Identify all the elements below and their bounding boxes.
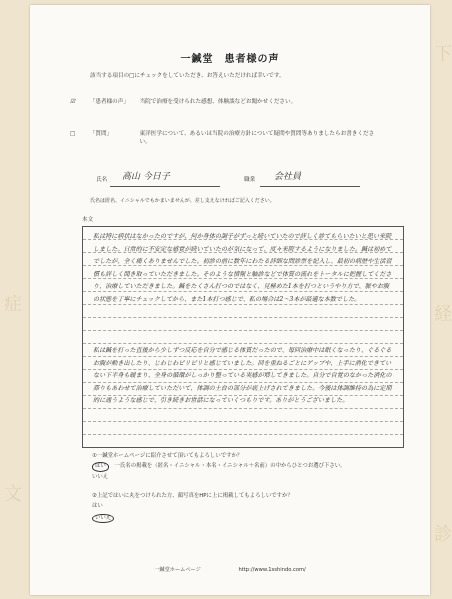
body-label: 本文 <box>82 217 94 223</box>
option-patient-voice-desc: 当院で治療を受けられた感想、体験談などお聞かせください。 <box>139 99 297 105</box>
name-field-line <box>110 186 220 187</box>
question-1 <box>92 453 346 481</box>
question-1-text: ①一鍼堂ホームページに紹介させて頂いてもよろしいですか？ <box>92 453 243 459</box>
ruled-line <box>83 317 403 318</box>
name-value[interactable]: 高山 今日子 <box>122 172 170 182</box>
name-label: 氏名 <box>96 177 108 183</box>
question-2-yes[interactable]: はい <box>92 503 103 510</box>
footer-url[interactable]: http://www.1sshindo.com/ <box>238 567 306 573</box>
question-1-yes-detail: 一氏名の掲載を（匿名・イニシャル・本名・イニシャル＋名前）の中からひとつお選び下さい。 <box>114 463 346 470</box>
testimonial-form <box>30 5 430 595</box>
ruled-line <box>83 408 403 409</box>
option-patient-voice-label: 「患者様の声」 <box>89 99 129 105</box>
ruled-line <box>83 330 403 331</box>
option-question-label: 「質問」 <box>89 131 113 137</box>
job-label: 職業 <box>244 177 256 183</box>
footer <box>30 567 430 574</box>
background-pattern: 症 文 下 経 診 <box>4 44 452 545</box>
question-1-yes[interactable]: はい <box>92 462 109 471</box>
option-question[interactable] <box>70 131 380 146</box>
body-paragraph-1: 私は特に病状はなかったのですが、何か身体の調子がずっと続いていたので詳しく診てもらいたいと思い来院しました。日常的に不安定な感覚が続いていたのが気になって、度々来院するようになりました。鍼は初めてでしたが、全く痛くありませんでした。初診の前に数年にわたる詳細な問診票を記入し、最初の病歴や生活習慣も詳しく聞き取っていただきました。そのような情報と触診などで体質の流れをトータルに把握してくださり、治療していただきました。鍼をたくさん打つのではなく、見極めた1本を打つというやり方で、脈やお腹の状態を丁寧にチェックしてから、また1本打つ感じで、私の場合は2～3本が最適な本数でした。 <box>93 233 392 303</box>
ruled-line <box>83 434 403 435</box>
job-field-line <box>260 186 360 187</box>
ruled-line <box>83 421 403 422</box>
intro-text: 該当する項目の□にチェックをしていただき、お答えいただければ幸いです。 <box>90 73 285 79</box>
question-2-no[interactable]: いいえ <box>92 514 114 523</box>
form-title: 一鍼堂 患者様の声 <box>180 54 280 65</box>
job-value[interactable]: 会社員 <box>274 172 302 182</box>
ruled-line <box>83 343 403 344</box>
question-2 <box>92 493 293 523</box>
checkbox-question[interactable]: □ <box>70 131 76 137</box>
anonymous-note: 氏名は匿名、イニシャルでもかまいませんが、差し支えなければご記入ください。 <box>90 198 275 204</box>
question-1-no[interactable]: いいえ <box>92 473 109 480</box>
checkbox-patient-voice[interactable]: ☑ <box>70 99 76 105</box>
question-2-text: ②上記ではいに丸をつけられた方、顔写真をHPに上に掲載してもよろしいですか？ <box>92 493 293 499</box>
footer-site-name: 一鍼堂ホームページ <box>154 567 201 573</box>
body-paragraph-2: 私は鍼を打った直後から少しずつ反応を自分で感じる体質だったので、毎回治療中は眠くなったり、ぐるぐるお腹が動き出したり、じわじわピリピリと感じていました。回を重ねるごとにゲップや、上手に消化できていない下半身も暖まり、全身の循環がしっかり整っている実感が増してきました。自分で自覚のなかった消化の滞りもあわせて治療していただいて、体調の土台の部分が底上げされてきました。今後は体調維持の為に定期的に通うような感じで、引き続きお世話になっていくつもりです。ありがとうございました。 <box>93 347 392 405</box>
option-question-desc: 東洋医学について、あるいは当院の治療方針について疑問や質問等ありましたらお書きください。 <box>139 131 375 145</box>
body-text-box[interactable] <box>82 226 404 448</box>
option-patient-voice[interactable] <box>70 99 380 107</box>
